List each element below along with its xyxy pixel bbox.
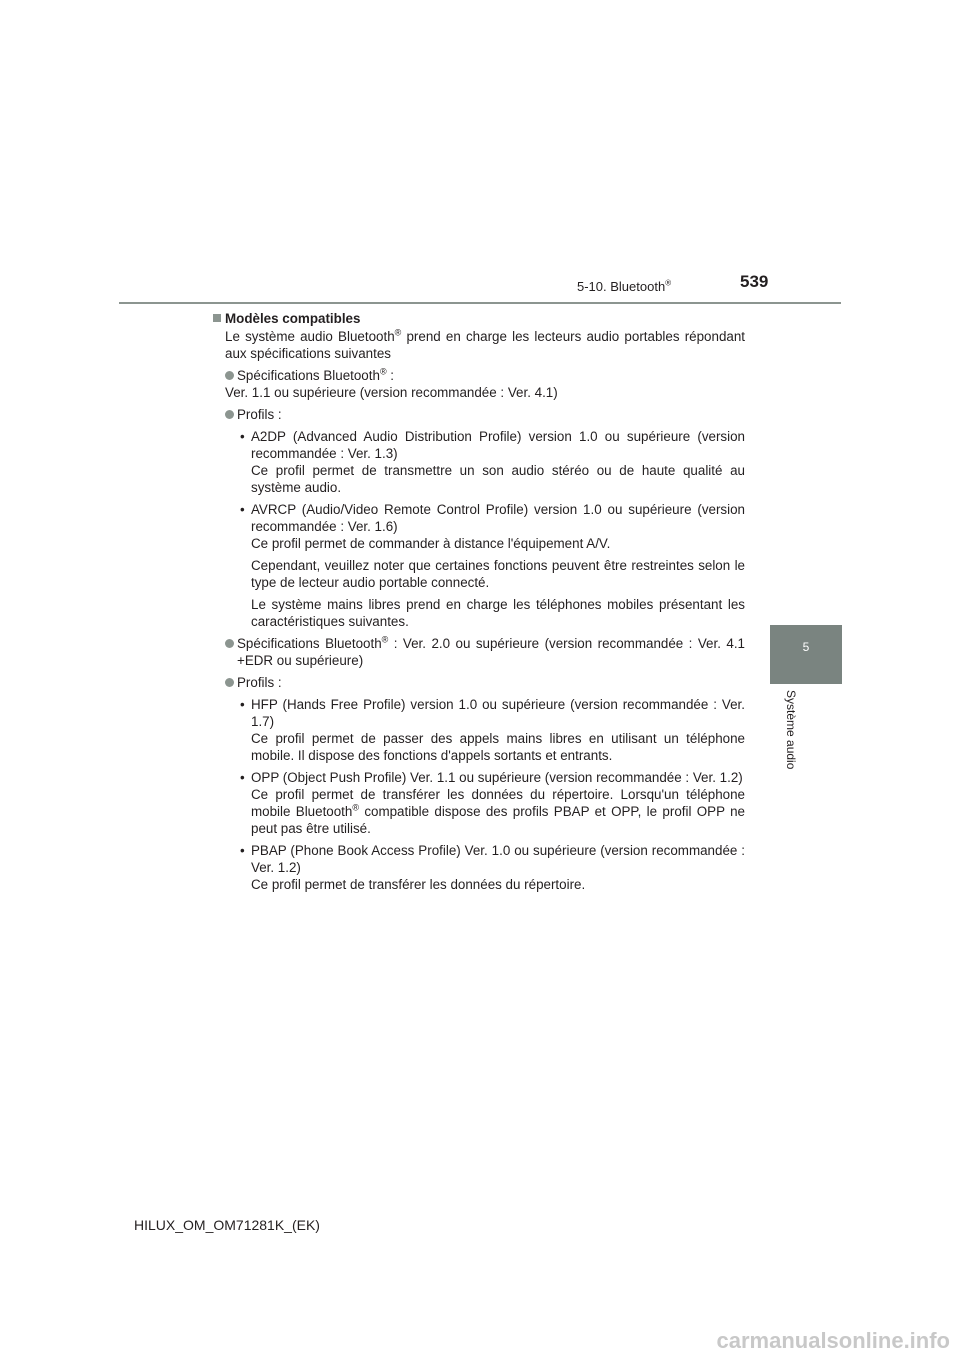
square-bullet-icon <box>213 314 221 322</box>
profile-description: Ce profil permet de transférer les données du répertoire. Lorsqu'un téléphone mobile Bluetooth® compatible dispose des profils PBAP et OPP, le profil OPP ne peut pas être utilisé. <box>251 787 746 836</box>
profile-description: Ce profil permet de commander à distance l'équipement A/V. <box>251 536 611 551</box>
dot-bullet-icon: • <box>240 843 245 858</box>
circle-bullet-icon <box>225 678 234 687</box>
note-paragraph: Le système mains libres prend en charge les téléphones mobiles présentant les caractéristiques suivantes. <box>251 597 745 629</box>
list-item <box>225 406 745 423</box>
profile-line: A2DP (Advanced Audio Distribution Profile) version 1.0 ou supérieure (version recommandée : Ver. 1.3) <box>251 429 745 461</box>
circle-bullet-icon <box>225 410 234 419</box>
profiles-label: Profils : <box>237 675 282 690</box>
chapter-label: Système audio <box>784 690 798 770</box>
profile-line: AVRCP (Audio/Video Remote Control Profile) version 1.0 ou supérieure (version recommandée : Ver. 1.6) <box>251 502 745 534</box>
profile-description: Ce profil permet de transmettre un son audio stéréo ou de haute qualité au système audio. <box>251 463 745 495</box>
list-item <box>240 842 745 893</box>
profile-description: Ce profil permet de transférer les données du répertoire. <box>251 877 586 892</box>
profile-line: PBAP (Phone Book Access Profile) Ver. 1.0 ou supérieure (version recommandée : Ver. 1.2) <box>251 843 745 875</box>
intro-paragraph: Le système audio Bluetooth® prend en charge les lecteurs audio portables répondant aux spécifications suivantes <box>225 327 746 361</box>
note-paragraph: Cependant, veuillez noter que certaines fonctions peuvent être restreintes selon le type de lecteur audio portable connecté. <box>251 558 745 590</box>
spec-line: Spécifications Bluetooth® : <box>237 366 395 383</box>
list-item <box>240 696 745 764</box>
list-item <box>240 769 745 837</box>
dot-bullet-icon: • <box>240 770 245 785</box>
profile-line: HFP (Hands Free Profile) version 1.0 ou supérieure (version recommandée : Ver. 1.7) <box>251 697 745 729</box>
list-item <box>240 501 745 552</box>
section-heading <box>213 310 745 327</box>
page-content <box>213 310 745 893</box>
profile-line: OPP (Object Push Profile) Ver. 1.1 ou supérieure (version recommandée : Ver. 1.2) <box>251 770 743 785</box>
circle-bullet-icon <box>225 371 234 380</box>
profile-description: Ce profil permet de passer des appels mains libres en utilisant un téléphone mobile. Il dispose des fonctions d'appels sortants et entrants. <box>251 731 745 763</box>
chapter-tab-number: 5 <box>802 640 810 654</box>
chapter-tab <box>770 625 842 684</box>
list-item <box>240 428 745 496</box>
header-section-title: 5-10. Bluetooth® <box>577 278 672 294</box>
dot-bullet-icon: • <box>240 429 245 444</box>
page-number: 539 <box>740 272 769 291</box>
dot-bullet-icon: • <box>240 697 245 712</box>
watermark: carmanualsonline.info <box>716 1328 950 1353</box>
list-item <box>225 367 745 401</box>
profiles-label: Profils : <box>237 407 282 422</box>
list-item <box>225 635 745 669</box>
list-item <box>225 674 745 691</box>
document-code: HILUX_OM_OM71281K_(EK) <box>134 1217 320 1233</box>
dot-bullet-icon: • <box>240 502 245 517</box>
section-heading-text: Modèles compatibles <box>225 311 361 326</box>
spec-line: Spécifications Bluetooth® : Ver. 2.0 ou supérieure (version recommandée : Ver. 4.1 +EDR ou supérieure) <box>237 634 745 668</box>
spec-version: Ver. 1.1 ou supérieure (version recommandée : Ver. 4.1) <box>225 385 558 400</box>
header-divider <box>119 302 841 304</box>
circle-bullet-icon <box>225 639 234 648</box>
